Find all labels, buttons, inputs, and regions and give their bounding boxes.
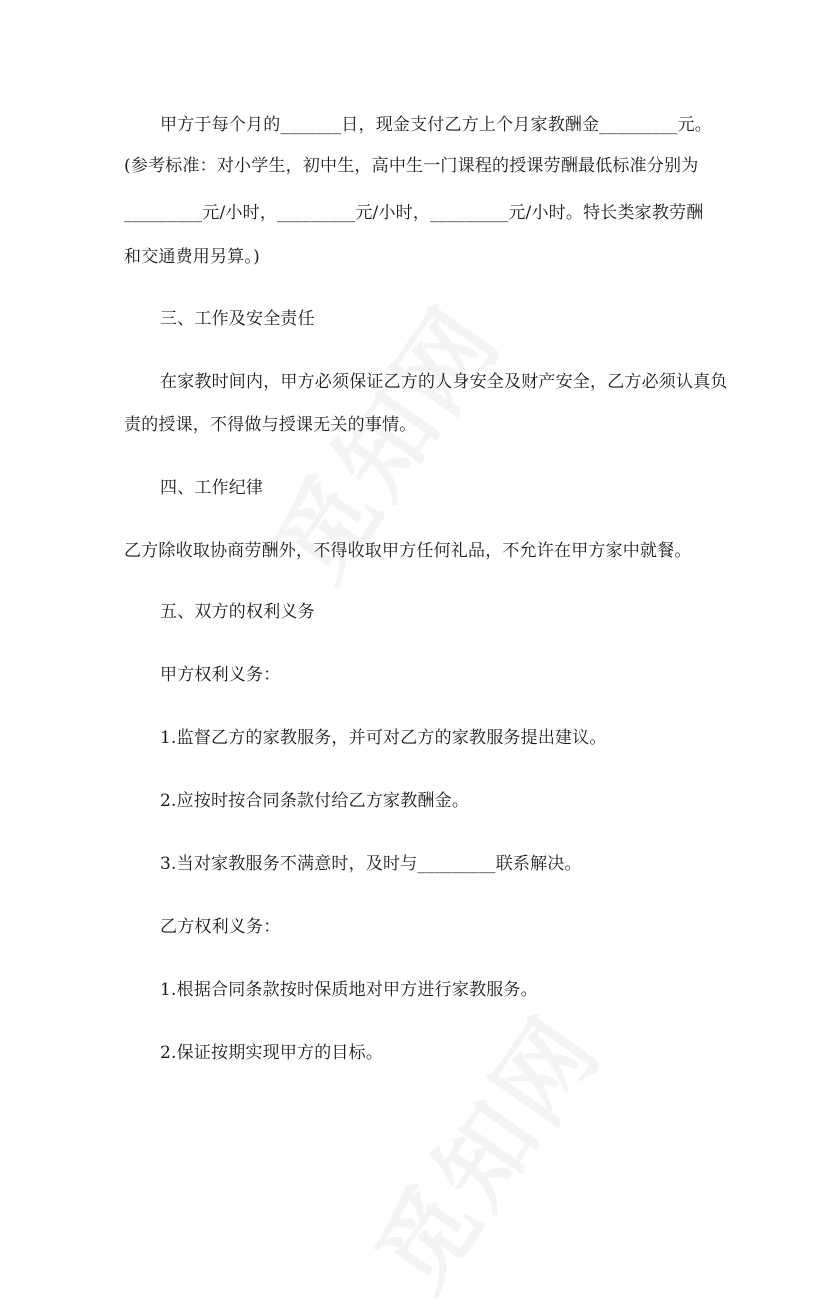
- subheading-party-b: 乙方权利义务：: [160, 917, 281, 937]
- party-a-item-1: 1.监督乙方的家教服务，并可对乙方的家教服务提出建议。: [160, 728, 607, 748]
- watermark-bottom: [339, 984, 627, 1313]
- paragraph-line-3: _________元/小时，_________元/小时，_________元/小时。特长类家教劳酬: [124, 203, 704, 223]
- section-heading-5: 五、双方的权利义务: [160, 602, 315, 622]
- party-b-item-1: 1.根据合同条款按时保质地对甲方进行家教服务。: [160, 980, 538, 1000]
- party-a-item-2: 2.应按时按合同条款付给乙方家教酬金。: [160, 791, 470, 811]
- section-heading-4: 四、工作纪律: [160, 478, 264, 498]
- paragraph-line-2: (参考标准：对小学生，初中生，高中生一门课程的授课劳酬最低标准分别为: [124, 156, 699, 176]
- party-b-item-2: 2.保证按期实现甲方的目标。: [160, 1043, 384, 1063]
- paragraph-line-6: 责的授课，不得做与授课无关的事情。: [124, 415, 417, 435]
- party-a-item-3: 3.当对家教服务不满意时，及时与_________联系解决。: [160, 854, 582, 874]
- paragraph-line-1: 甲方于每个月的_______日，现金支付乙方上个月家教酬金_________元。: [160, 115, 712, 135]
- paragraph-line-4: 和交通费用另算。): [124, 247, 260, 267]
- paragraph-line-5: 在家教时间内，甲方必须保证乙方的人身安全及财产安全，乙方必须认真负: [160, 372, 728, 392]
- subheading-party-a: 甲方权利义务：: [160, 665, 281, 685]
- section-heading-3: 三、工作及安全责任: [160, 309, 315, 329]
- paragraph-line-7: 乙方除收取协商劳酬外，不得收取甲方任何礼品，不允许在甲方家中就餐。: [124, 541, 692, 561]
